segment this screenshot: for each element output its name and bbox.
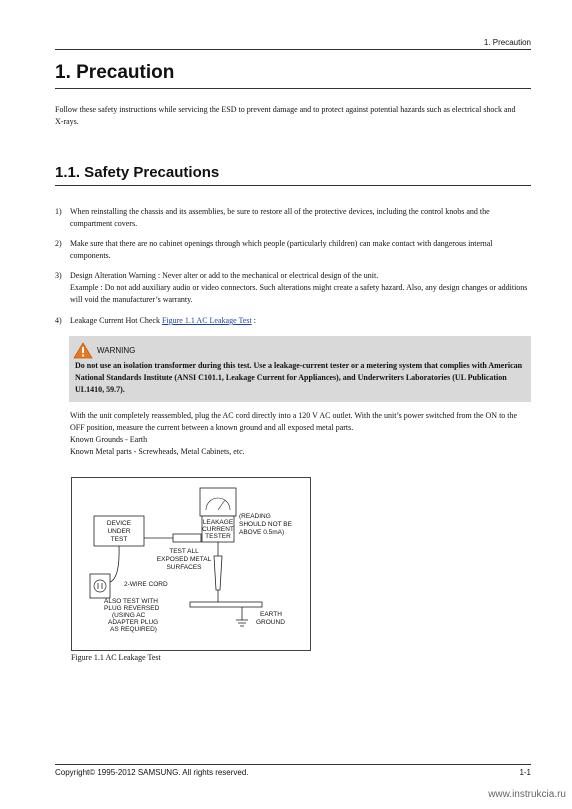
svg-text:AS REQUIRED): AS REQUIRED) — [110, 626, 157, 633]
svg-text:EXPOSED METAL: EXPOSED METAL — [156, 556, 212, 563]
probe — [173, 534, 201, 542]
tester-label: LEAKAGE — [202, 519, 234, 526]
list-item — [55, 315, 531, 327]
header-divider — [55, 49, 531, 50]
known-grounds: Known Grounds - Earth — [70, 435, 148, 444]
item-example: Example : Do not add auxiliary audio or video connectors. Such alterations might create a safety hazard. Also, any design changes or additions will void the manufacturer’s warranty. — [70, 283, 528, 304]
known-metal-parts: Known Metal parts - Screwheads, Metal Cabinets, etc. — [70, 447, 245, 456]
list-item — [55, 238, 531, 262]
item-number: 1) — [55, 207, 62, 216]
item-number: 4) — [55, 316, 62, 325]
warning-label: WARNING — [97, 345, 136, 355]
warning-text: Do not use an isolation transformer during this test. Use a leakage-current tester or a metering system that complies with American National Standards Institute (ANSI C101.1, Leakage Current for Appliances), and Underwriters Laboratories (UL Publication UL1410, 59.7). — [75, 361, 523, 394]
section-title: 1.1. Safety Precautions — [55, 164, 220, 181]
item-number: 2) — [55, 239, 62, 248]
running-header: 1. Precaution — [483, 38, 531, 47]
chapter-title: 1. Precaution — [55, 62, 175, 83]
svg-text:PLUG REVERSED: PLUG REVERSED — [104, 605, 160, 612]
svg-text:UNDER: UNDER — [107, 528, 131, 535]
figure-caption: Figure 1.1 AC Leakage Test — [71, 653, 161, 662]
warning-box — [69, 336, 531, 402]
warning-icon — [73, 342, 93, 359]
svg-text:SHOULD NOT BE: SHOULD NOT BE — [239, 521, 292, 528]
svg-text:TEST: TEST — [110, 536, 128, 543]
footer-copyright: Copyright© 1995-2012 SAMSUNG. All rights reserved. — [55, 768, 249, 777]
list-item — [55, 206, 531, 230]
ground-bar — [190, 602, 262, 607]
leakage-test-figure — [71, 477, 311, 651]
ground-probe — [214, 556, 222, 590]
earth-ground-label: EARTH — [260, 611, 282, 618]
leakage-test-diagram — [72, 478, 310, 650]
cord-label: 2-WIRE CORD — [124, 581, 168, 588]
svg-text:(USING AC: (USING AC — [112, 612, 146, 619]
item-text: Make sure that there are no cabinet openings through which people (particularly children) can make contact with dangerous internal components. — [70, 239, 493, 260]
item-text: Design Alteration Warning : Never alter or add to the mechanical or electrical design of the unit. — [70, 271, 379, 280]
svg-text:SURFACES: SURFACES — [166, 564, 202, 571]
footer-divider — [55, 764, 531, 765]
instructions-paragraph: With the unit completely reassembled, plug the AC cord directly into a 120 V AC outlet. With the unit’s power switched from the ON to the OFF position, measure the current between a known ground and all exposed metal parts. — [70, 411, 518, 432]
test-label: TEST ALL — [169, 548, 199, 555]
item-text: Leakage Current Hot Check — [70, 316, 162, 325]
svg-text:TESTER: TESTER — [205, 533, 231, 540]
item-text: When reinstalling the chassis and its assemblies, be sure to restore all of the protective devices, including the control knobs and the compartment covers. — [70, 207, 490, 228]
test-instructions — [70, 410, 532, 458]
intro-paragraph: Follow these safety instructions while servicing the ESD to prevent damage and to protect against potential hazards such as electrical shock and X-rays. — [55, 105, 516, 126]
svg-text:GROUND: GROUND — [256, 619, 285, 626]
power-cord — [110, 546, 119, 582]
watermark: www.instrukcia.ru — [488, 789, 566, 800]
tester-meter — [200, 488, 236, 516]
item-number: 3) — [55, 271, 62, 280]
figure-link[interactable]: Figure 1.1 AC Leakage Test — [161, 316, 252, 325]
item-suffix: : — [251, 316, 256, 325]
list-item — [55, 270, 531, 306]
svg-text:ADAPTER PLUG: ADAPTER PLUG — [108, 619, 159, 626]
title-divider — [55, 88, 531, 89]
svg-text:CURRENT: CURRENT — [202, 526, 234, 533]
reading-note: (READING — [239, 513, 271, 520]
device-label: DEVICE — [106, 520, 132, 527]
plug-reversed-note: ALSO TEST WITH — [104, 598, 158, 605]
section-divider — [55, 185, 531, 186]
svg-text:ABOVE 0.5mA): ABOVE 0.5mA) — [239, 529, 285, 536]
page-number: 1-1 — [519, 768, 531, 777]
